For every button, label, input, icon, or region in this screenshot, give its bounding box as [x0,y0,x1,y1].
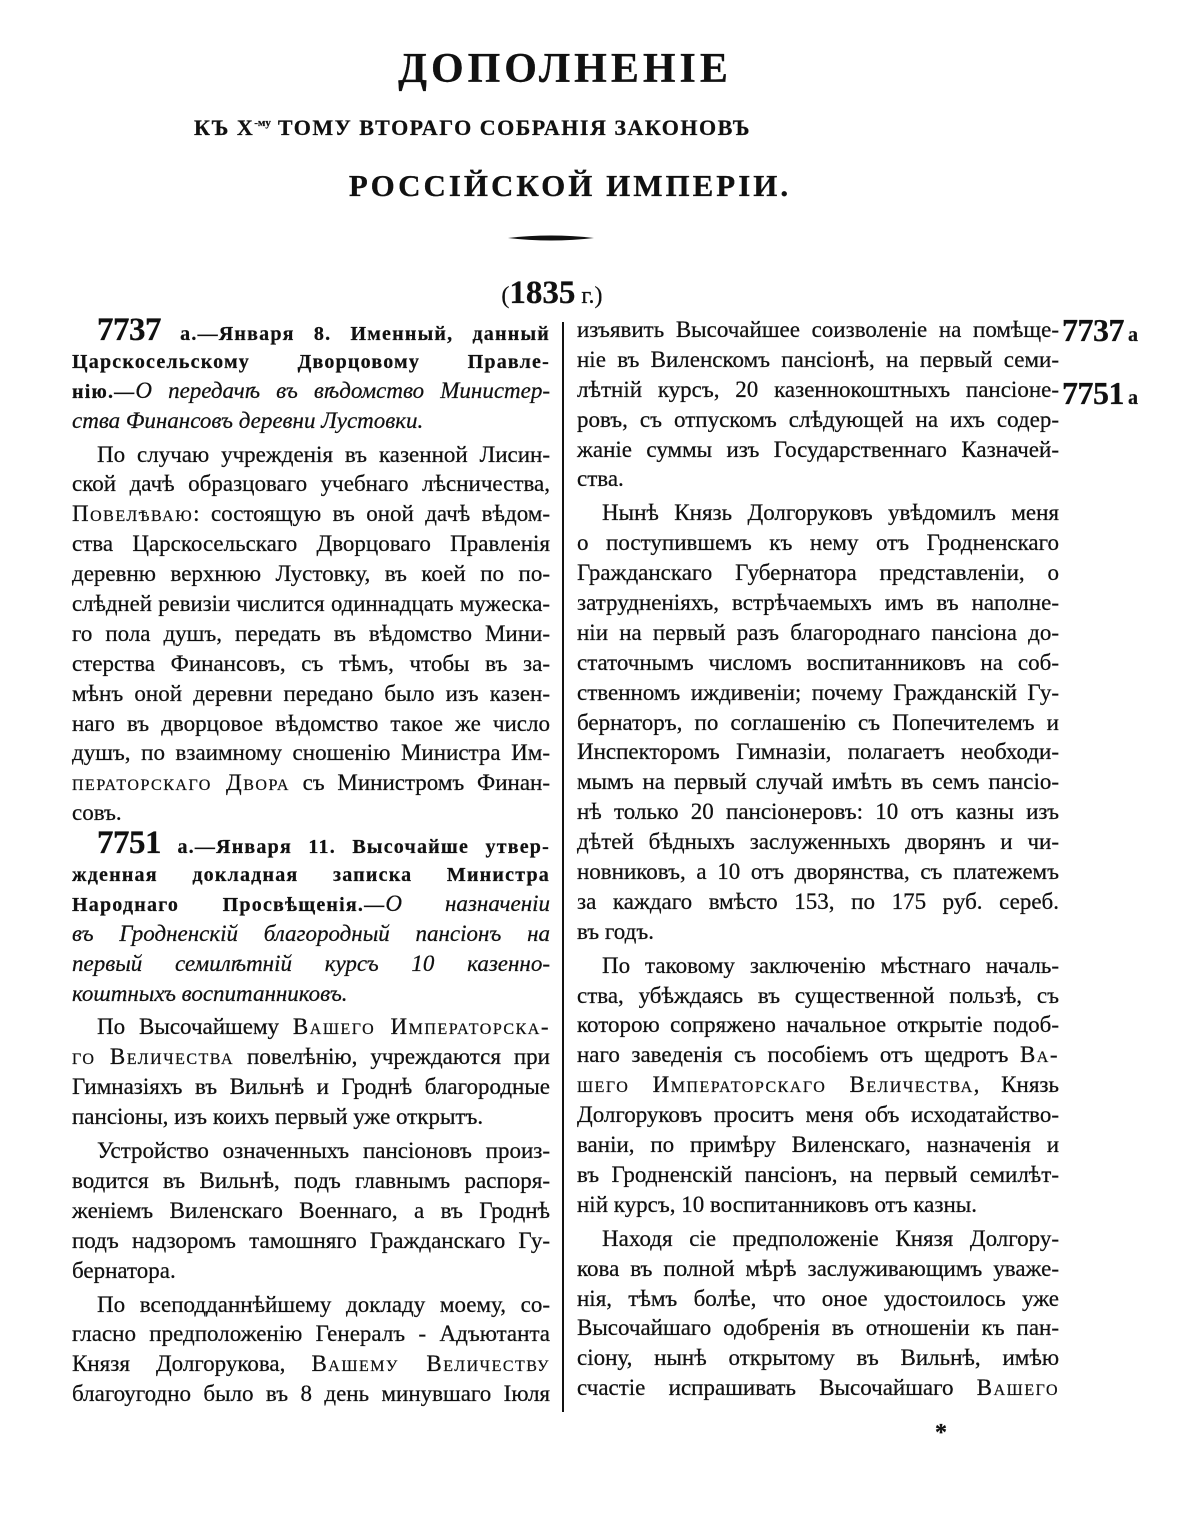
text-line [72,499,550,529]
text-line: ровъ, съ отпускомъ слѣдующей на ихъ содер- [577,406,1059,432]
text-line: о поступившемъ къ нему отъ Гродненскаго [577,530,1059,556]
text-line: затрудненіяхъ, встрѣчаемыхъ имъ въ наполне- [577,590,1059,616]
text-line: ніе въ Виленскомъ пансіонѣ, на первый семи- [577,346,1059,372]
text-line: водится въ Вильнѣ, подъ главнымъ распоря- [72,1167,550,1193]
entry-heading-text: жденная докладная записка Министра [72,864,550,887]
text-span: счастіе испрашивать Высочайшаго [577,1375,977,1401]
margin-ref-suffix: а [1128,387,1138,409]
text-line: Инспекторомъ Гимназіи, полагаетъ необходи- [577,739,1059,765]
entry-subject-italic: коштныхъ воспитанниковъ. [72,980,348,1006]
text-line: Находя сіе предположеніе Князя Долгору- [602,1225,1059,1251]
text-line [72,859,550,889]
empire-subtitle: РОССІЙСКОЙ ИМПЕРІИ. [348,168,792,203]
text-line: подъ надзоромъ тамошняго Гражданскаго Гу- [72,1227,550,1253]
text-line: бернатора. [72,1257,176,1283]
paragraph [577,1224,1059,1403]
text-line: душъ, по взаимному сношенію Министра Им- [72,740,550,766]
paragraph [577,315,1059,494]
text-line: гласно предположенію Генералъ - Адъютанта [72,1321,550,1347]
footer-asterisk: * [935,1420,947,1446]
margin-ref-suffix: а [1128,324,1138,346]
paragraph [72,1136,550,1285]
paragraph [577,498,1059,946]
text-line: благоугодно было въ 8 день минувшаго Іюля [72,1381,550,1407]
entry-subject-italic: О передачѣ въ вѣдомство Министер- [135,377,550,403]
text-span: : состоящую въ оной дачѣ вѣдом- [193,501,550,527]
subtitle-prefix: КЪ X [194,115,255,140]
entry-heading-text: нію.— [72,380,136,403]
text-line [72,1349,550,1379]
entry-subject-italic: ства Финансовъ деревни Лустовки. [72,407,424,433]
text-line [72,919,550,949]
text-line: новниковъ, а 10 отъ дворянства, съ платежемъ [577,859,1059,885]
text-span: повелѣнію, учреждаются при [234,1044,550,1070]
text-line: дѣтей бѣдныхъ заслуженныхъ дворянъ и чи- [577,829,1059,855]
text-line [577,1070,1059,1100]
text-span: съ Министромъ Финан- [289,770,550,796]
text-line: ства Царскосельскаго Дворцоваго Правленія [72,531,550,557]
text-line: сіону, нынѣ открытому въ Вильнѣ, имѣю [577,1345,1059,1371]
text-line [72,376,550,406]
text-line: бернаторъ, по соглашенію съ Попечителемъ и [577,709,1059,735]
text-line: ства, убѣждаясь въ существенной пользѣ, съ [577,982,1059,1008]
text-line: го пола душъ, передать въ вѣдомство Мини- [72,620,550,646]
year-number: 1835 [509,275,576,311]
text-line: По случаю учрежденія въ казенной Лисин- [97,441,550,467]
text-line [72,825,550,862]
entry-heading-text: Царскосельскому Дворцовому Правле- [72,350,550,373]
right-column [577,315,1059,1403]
text-line: По всеподданнѣйшему докладу моему, со- [97,1291,550,1317]
entry-subject-italic: въ Гродненскій благородный пансіонъ на [72,920,550,946]
text-line: мѣнъ оной деревни передано было изъ казен- [72,680,550,706]
paragraph [72,1012,550,1132]
text-line: въ Гродненскій пансіонъ, на первый семилѣт- [577,1161,1059,1187]
text-line [72,1042,550,1072]
emphasized-text: Вашего Императорска- [292,1014,550,1040]
law-entry-heading [72,312,550,436]
text-line: статочнымъ числомъ воспитанниковъ на соб- [577,649,1059,675]
text-line: изъявить Высочайшее соизволеніе на помѣще- [577,317,1059,342]
text-line: лѣтній курсъ, 20 казеннокоштныхъ пансіоне- [577,376,1059,402]
text-line: Нынѣ Князь Долгоруковъ увѣдомилъ меня [602,500,1059,526]
text-line: нѣ только 20 пансіонеровъ: 10 отъ казны изъ [577,799,1059,825]
law-number: 7737 [97,312,161,348]
text-line: ніи на первый разъ благороднаго пансіона до- [577,619,1059,645]
text-line: Устройство означенныхъ пансіоновъ произ- [97,1138,550,1164]
text-line: стерства Финансовъ, съ тѣмъ, чтобы въ за- [72,650,550,676]
text-line [72,312,550,348]
text-line: кова въ полной мѣрѣ заслуживающимъ уваже- [577,1255,1059,1281]
year-heading [452,274,652,312]
text-line: жаніе суммы изъ Государственнаго Казначей- [577,436,1059,462]
text-line: наго въ дворцовое вѣдомство такое же число [72,710,550,736]
text-line: ства. [577,466,624,492]
text-line [72,406,550,436]
text-line: пансіоны, изъ коихъ первый уже открытъ. [72,1104,484,1130]
emphasized-text: ператорскаго Двора [72,770,290,796]
law-entry-heading [72,825,550,1008]
margin-ref-number: 7751 [1062,375,1124,411]
document-title: ДОПОЛНЕНІЕ [398,46,732,92]
text-line: Долгоруковъ проситъ меня объ исходатайство- [577,1102,1059,1128]
entry-subject-italic: первый семилѣтній курсъ 10 казенно- [72,950,550,976]
text-line: слѣдней ревизіи числится одиннадцать мужеска- [72,591,550,617]
text-line [72,949,550,979]
law-number: 7751 [97,825,161,862]
text-line [72,346,550,376]
year-suffix: г.) [575,283,603,309]
text-span: По Высочайшему [97,1014,293,1040]
subtitle-ordinal: -му [254,117,271,129]
text-line [577,1373,1059,1403]
paragraph [72,1290,550,1410]
paragraph [577,951,1059,1220]
subtitle-rest: ТОМУ ВТОРАГО СОБРАНІЯ ЗАКОНОВЪ [270,115,751,140]
text-line: Высочайшаго одобренія въ отношеніи къ пан- [577,1315,1059,1341]
text-span: Князя Долгорукова, [72,1351,312,1377]
entry-subject-italic: О назначеніи [385,890,550,916]
text-line: нія, тѣмъ болѣе, что оное удостоилось уже [577,1285,1059,1311]
year-open-paren: ( [501,283,510,309]
text-line: Гимназіяхъ въ Вильнѣ и Гроднѣ благородные [72,1074,550,1100]
text-line [72,1012,550,1042]
entry-heading-text: а.—Января 11. Высочайше утвер- [161,836,550,859]
text-line [577,1040,1059,1070]
entry-heading-text: Народнаго Просвѣщенія.— [72,893,386,916]
text-line: Гражданскаго Губернатора представленіи, о [577,560,1059,586]
text-span: , Князь [973,1072,1059,1098]
text-line: женіемъ Виленскаго Военнаго, а въ Гроднѣ [72,1197,550,1223]
text-line [72,768,550,798]
entry-heading-text: а.—Января 8. Именный, данный [161,323,550,345]
left-column [72,312,550,1409]
emphasized-text: Повелѣваю [72,501,194,527]
emphasized-text: Вашего [976,1375,1059,1401]
text-line: которою сопряжено начальное открытіе подоб- [577,1012,1059,1038]
emphasized-text: Вашему Величеству [311,1351,550,1377]
margin-ref-number: 7737 [1062,312,1124,348]
paragraph [72,440,550,829]
emphasized-text: шего Императорскаго Величества [577,1072,974,1098]
emphasized-text: Ва- [1019,1042,1059,1068]
text-line: ской дачѣ образцоваго учебнаго лѣсничества, [72,471,550,497]
text-line [72,979,550,1009]
text-line: ственномъ иждивеніи; почему Гражданскій Гу- [577,679,1059,705]
text-line [72,889,550,919]
text-span: наго заведенія съ пособіемъ отъ щедротъ [577,1042,1020,1068]
text-line: По таковому заключенію мѣстнаго началь- [602,952,1059,978]
text-line: ваніи, по примѣру Виленскаго, назначенія и [577,1132,1059,1158]
margin-ref [1062,375,1138,411]
text-line: въ годъ. [577,918,654,944]
column-divider [562,322,564,1412]
decorative-rule [508,233,594,243]
text-line: за каждаго вмѣсто 153, по 175 руб. сереб. [577,888,1059,914]
volume-subtitle [180,112,765,144]
margin-ref [1062,312,1138,348]
text-line: ній курсъ, 10 воспитанниковъ отъ казны. [577,1191,977,1217]
text-line: деревню верхнюю Лустовку, въ коей по по- [72,561,550,587]
emphasized-text: го Величества [72,1044,235,1070]
text-line: совъ. [72,800,122,826]
text-line: мымъ на первый случай имѣть въ семъ пансіо- [577,769,1059,795]
